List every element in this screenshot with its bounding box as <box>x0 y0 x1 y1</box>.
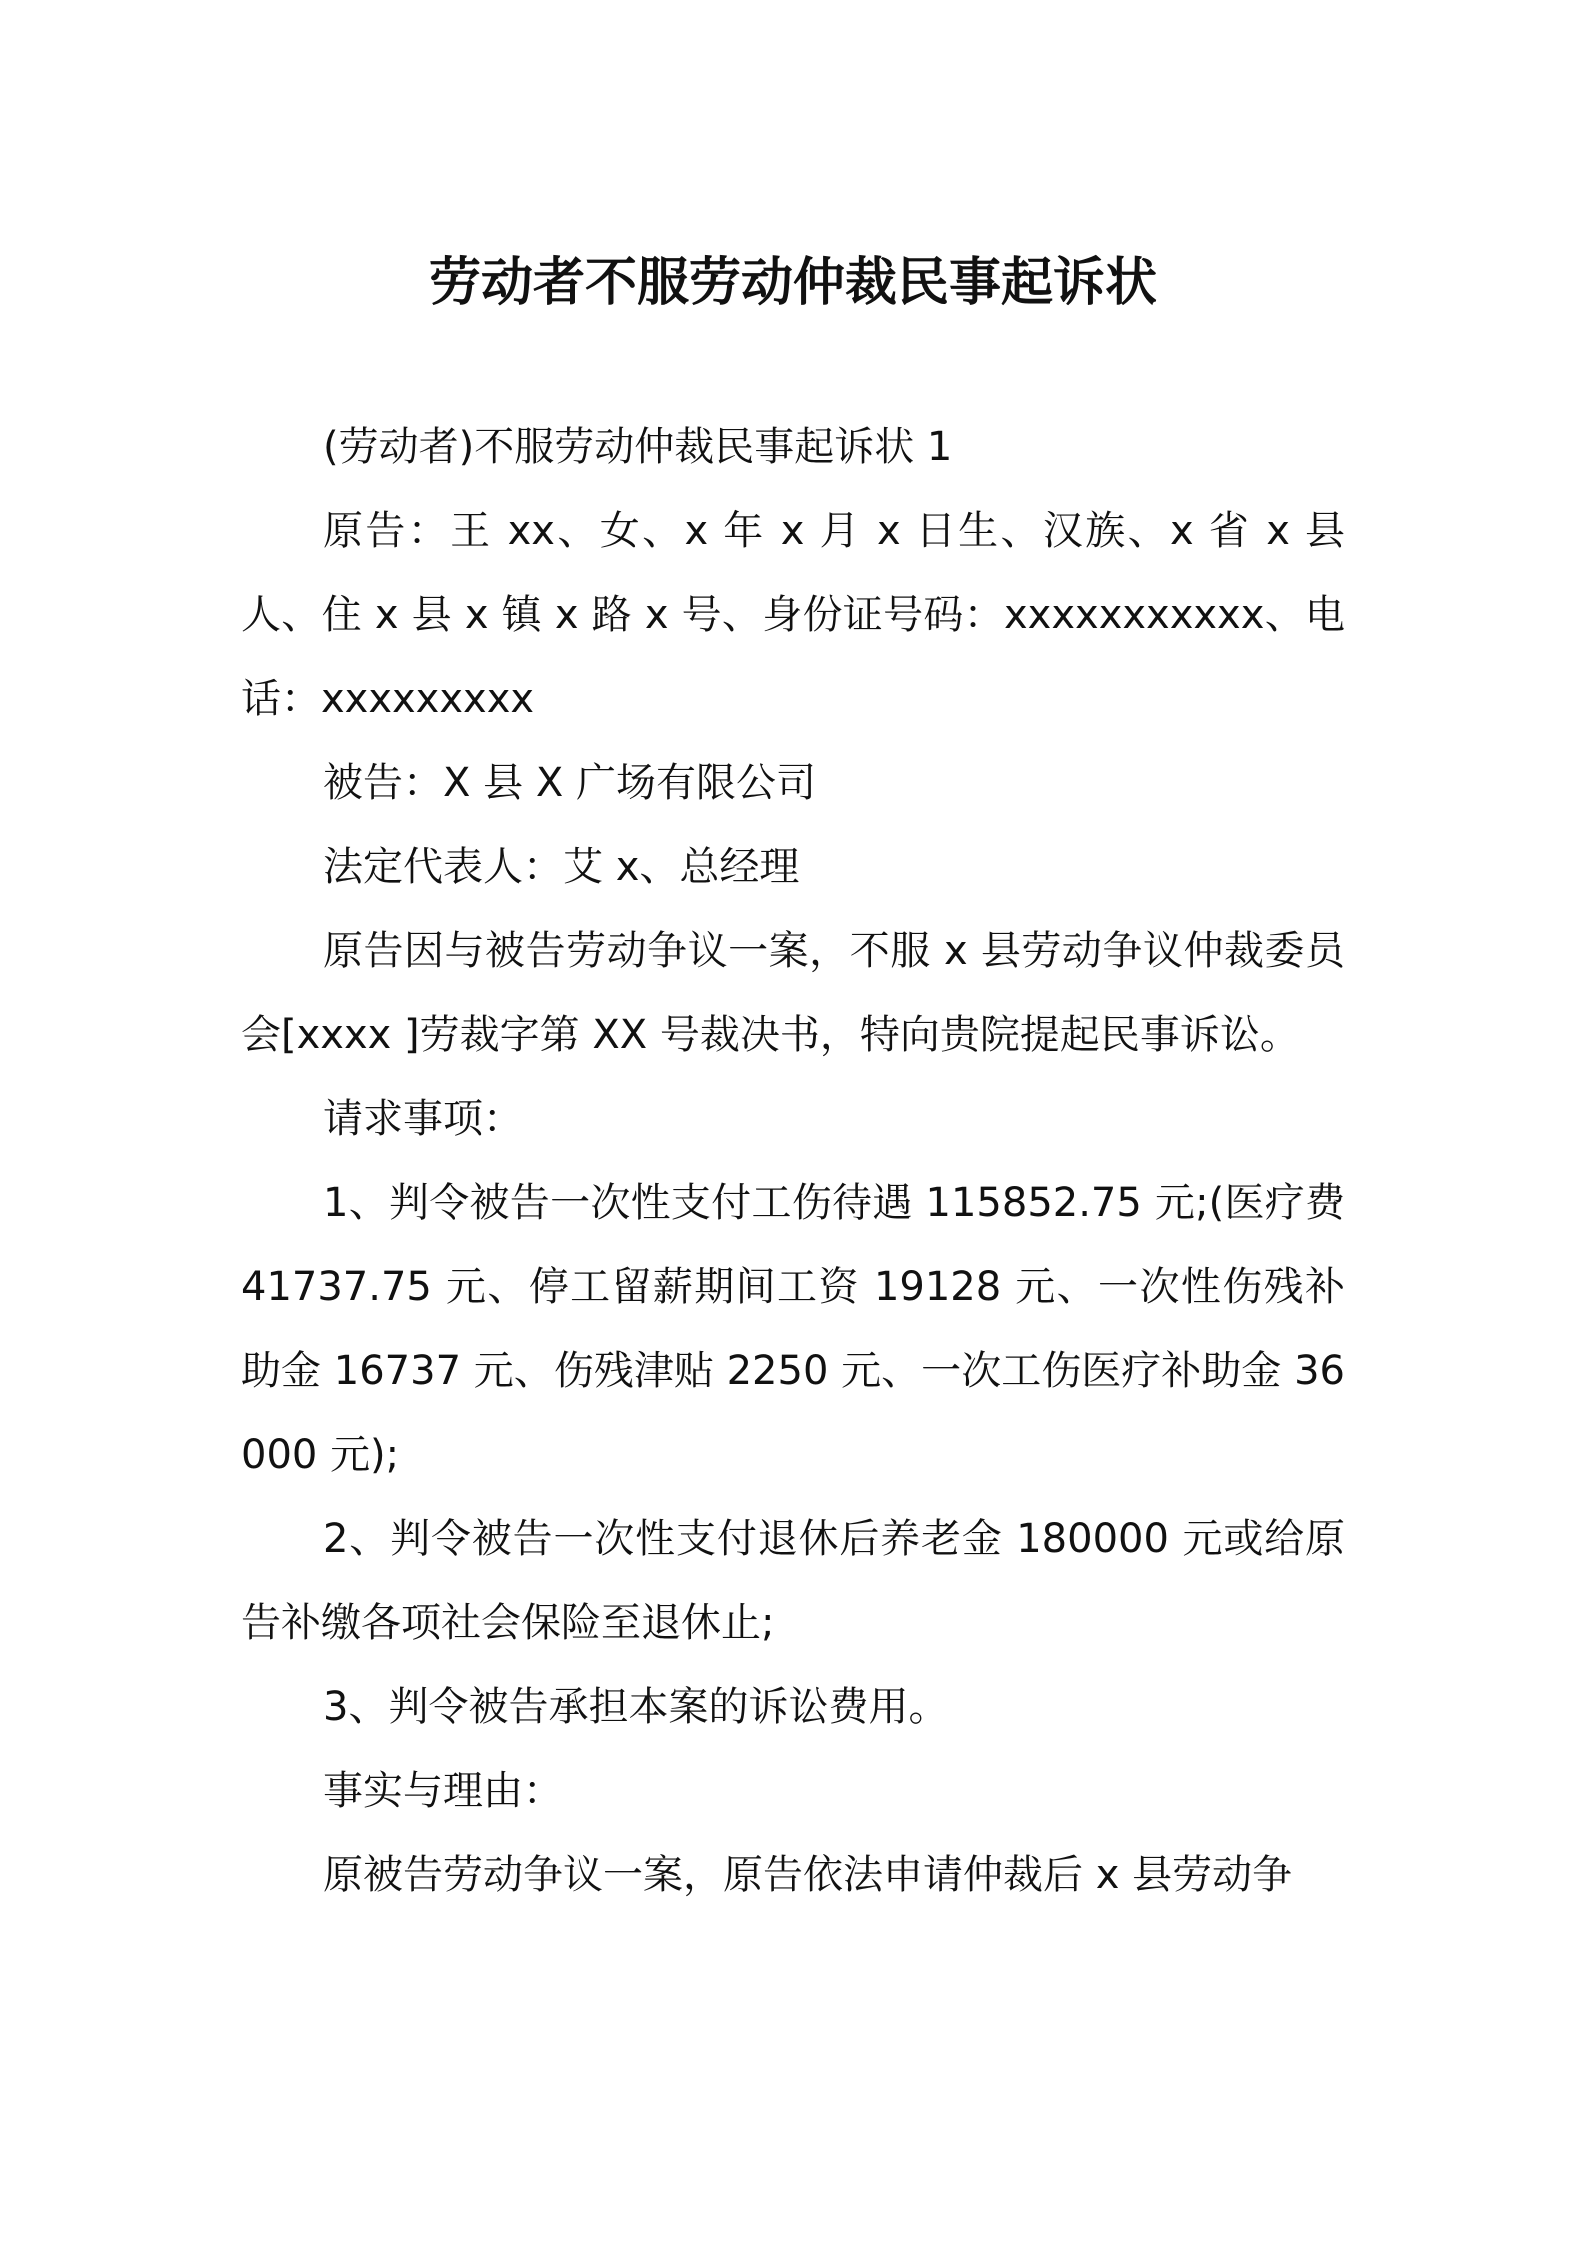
paragraph-claim-3: 3、判令被告承担本案的诉讼费用。 <box>323 1684 949 1730</box>
paragraph-defendant: 被告：X 县 X 广场有限公司 <box>323 760 816 806</box>
paragraph-claim-1: 1、判令被告一次性支付工伤待遇 115852.75 元;(医疗费 41737.75 元、停工留薪期间工资 19128 元、一次性伤残补助金 16737 元、伤残津贴 2250 元、一次工伤医疗补助金 36000 元); <box>241 1180 1345 1478</box>
paragraph-legal-representative: 法定代表人：艾 x、总经理 <box>323 844 800 890</box>
paragraph-facts-heading: 事实与理由： <box>323 1768 563 1814</box>
document-title: 劳动者不服劳动仲裁民事起诉状 <box>428 253 1157 313</box>
paragraph-claim-2: 2、判令被告一次性支付退休后养老金 180000 元或给原告补缴各项社会保险至退休止; <box>241 1516 1345 1646</box>
paragraph-case-intro: 原告因与被告劳动争议一案，不服 x 县劳动争议仲裁委员会[xxxx ]劳裁字第 XX 号裁决书，特向贵院提起民事诉讼。 <box>241 928 1345 1058</box>
paragraph-claims-heading: 请求事项： <box>323 1096 523 1142</box>
paragraph-facts-body: 原被告劳动争议一案，原告依法申请仲裁后 x 县劳动争 <box>323 1852 1293 1898</box>
document-body <box>241 405 1345 1917</box>
paragraph-plaintiff: 原告：王 xx、女、x 年 x 月 x 日生、汉族、x 省 x 县人、住 x 县 x 镇 x 路 x 号、身份证号码：xxxxxxxxxxx、电话：xxxxxxxxx <box>241 508 1345 722</box>
paragraph-heading-1: (劳动者)不服劳动仲裁民事起诉状 1 <box>323 424 953 470</box>
